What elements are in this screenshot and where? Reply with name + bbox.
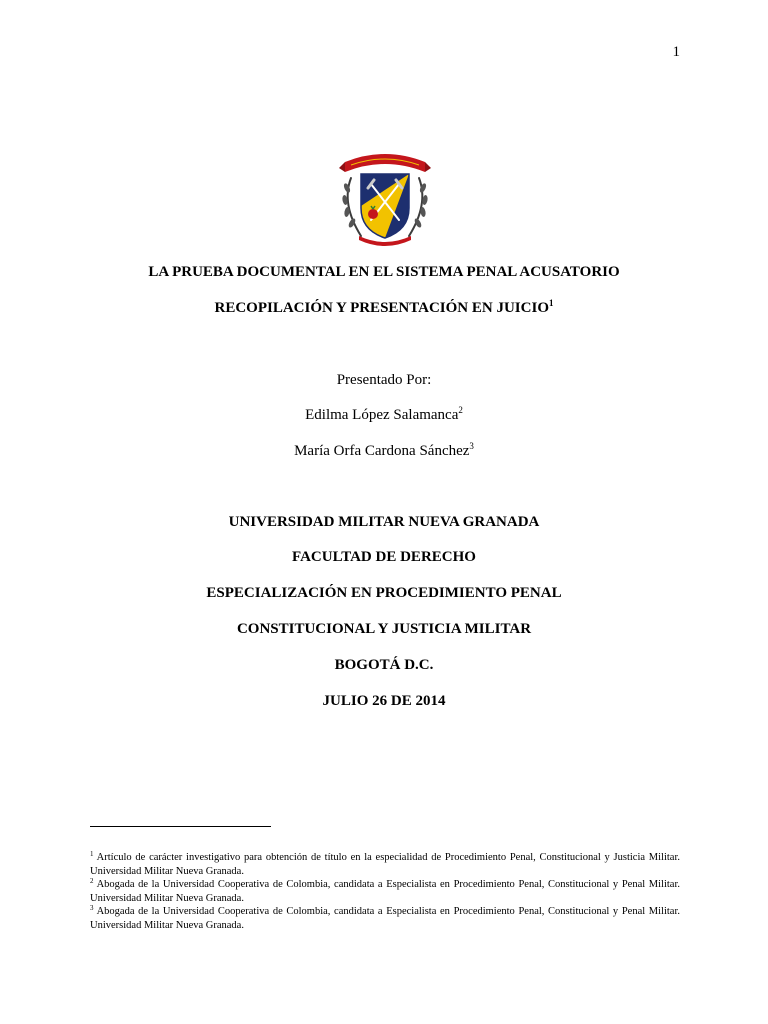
program-name-line-2: CONSTITUCIONAL Y JUSTICIA MILITAR	[236, 621, 532, 637]
program-name-line-1: ESPECIALIZACIÓN EN PROCEDIMIENTO PENAL	[206, 585, 562, 601]
footnote-separator	[90, 826, 271, 827]
footnote-number: 3	[90, 904, 94, 912]
footnotes	[90, 851, 680, 932]
city: BOGOTÁ D.C.	[334, 657, 434, 673]
footnote-ref-3: 3	[469, 441, 474, 451]
footnote-1	[90, 851, 680, 878]
footnote-text: Artículo de carácter investigativo para obtención de título en la especialidad de Procedimiento Penal, Constitucional y Justicia Militar. Universidad Militar Nueva Granada.	[90, 852, 680, 877]
footnote-number: 2	[90, 877, 94, 885]
university-name: UNIVERSIDAD MILITAR NUEVA GRANADA	[228, 514, 540, 530]
author-2	[0, 442, 768, 460]
footnote-2	[90, 878, 680, 905]
document-subtitle-text: RECOPILACIÓN Y PRESENTACIÓN EN JUICIO	[214, 300, 549, 316]
university-crest-logo	[335, 144, 435, 248]
footnote-ref-2: 2	[458, 405, 463, 415]
footnote-text: Abogada de la Universidad Cooperativa de Colombia, candidata a Especialista en Procedimiento Penal, Constitucional y Penal Militar. Universidad Militar Nueva Granada.	[90, 906, 681, 931]
footnote-3	[90, 905, 680, 932]
document-subtitle	[0, 299, 768, 317]
footnote-ref-1: 1	[548, 298, 554, 308]
faculty-name: FACULTAD DE DERECHO	[292, 549, 476, 565]
author-name: Edilma López Salamanca	[305, 407, 459, 423]
date: JULIO 26 DE 2014	[322, 693, 446, 709]
document-title: LA PRUEBA DOCUMENTAL EN EL SISTEMA PENAL ACUSATORIO	[148, 264, 620, 280]
page-number: 1	[672, 44, 680, 60]
author-1	[0, 406, 768, 424]
author-name: María Orfa Cardona Sánchez	[294, 443, 470, 459]
presented-by-label: Presentado Por:	[336, 372, 432, 388]
footnote-number: 1	[90, 850, 94, 858]
footnote-text: Abogada de la Universidad Cooperativa de Colombia, candidata a Especialista en Procedimiento Penal, Constitucional y Penal Militar. Universidad Militar Nueva Granada.	[90, 879, 681, 904]
